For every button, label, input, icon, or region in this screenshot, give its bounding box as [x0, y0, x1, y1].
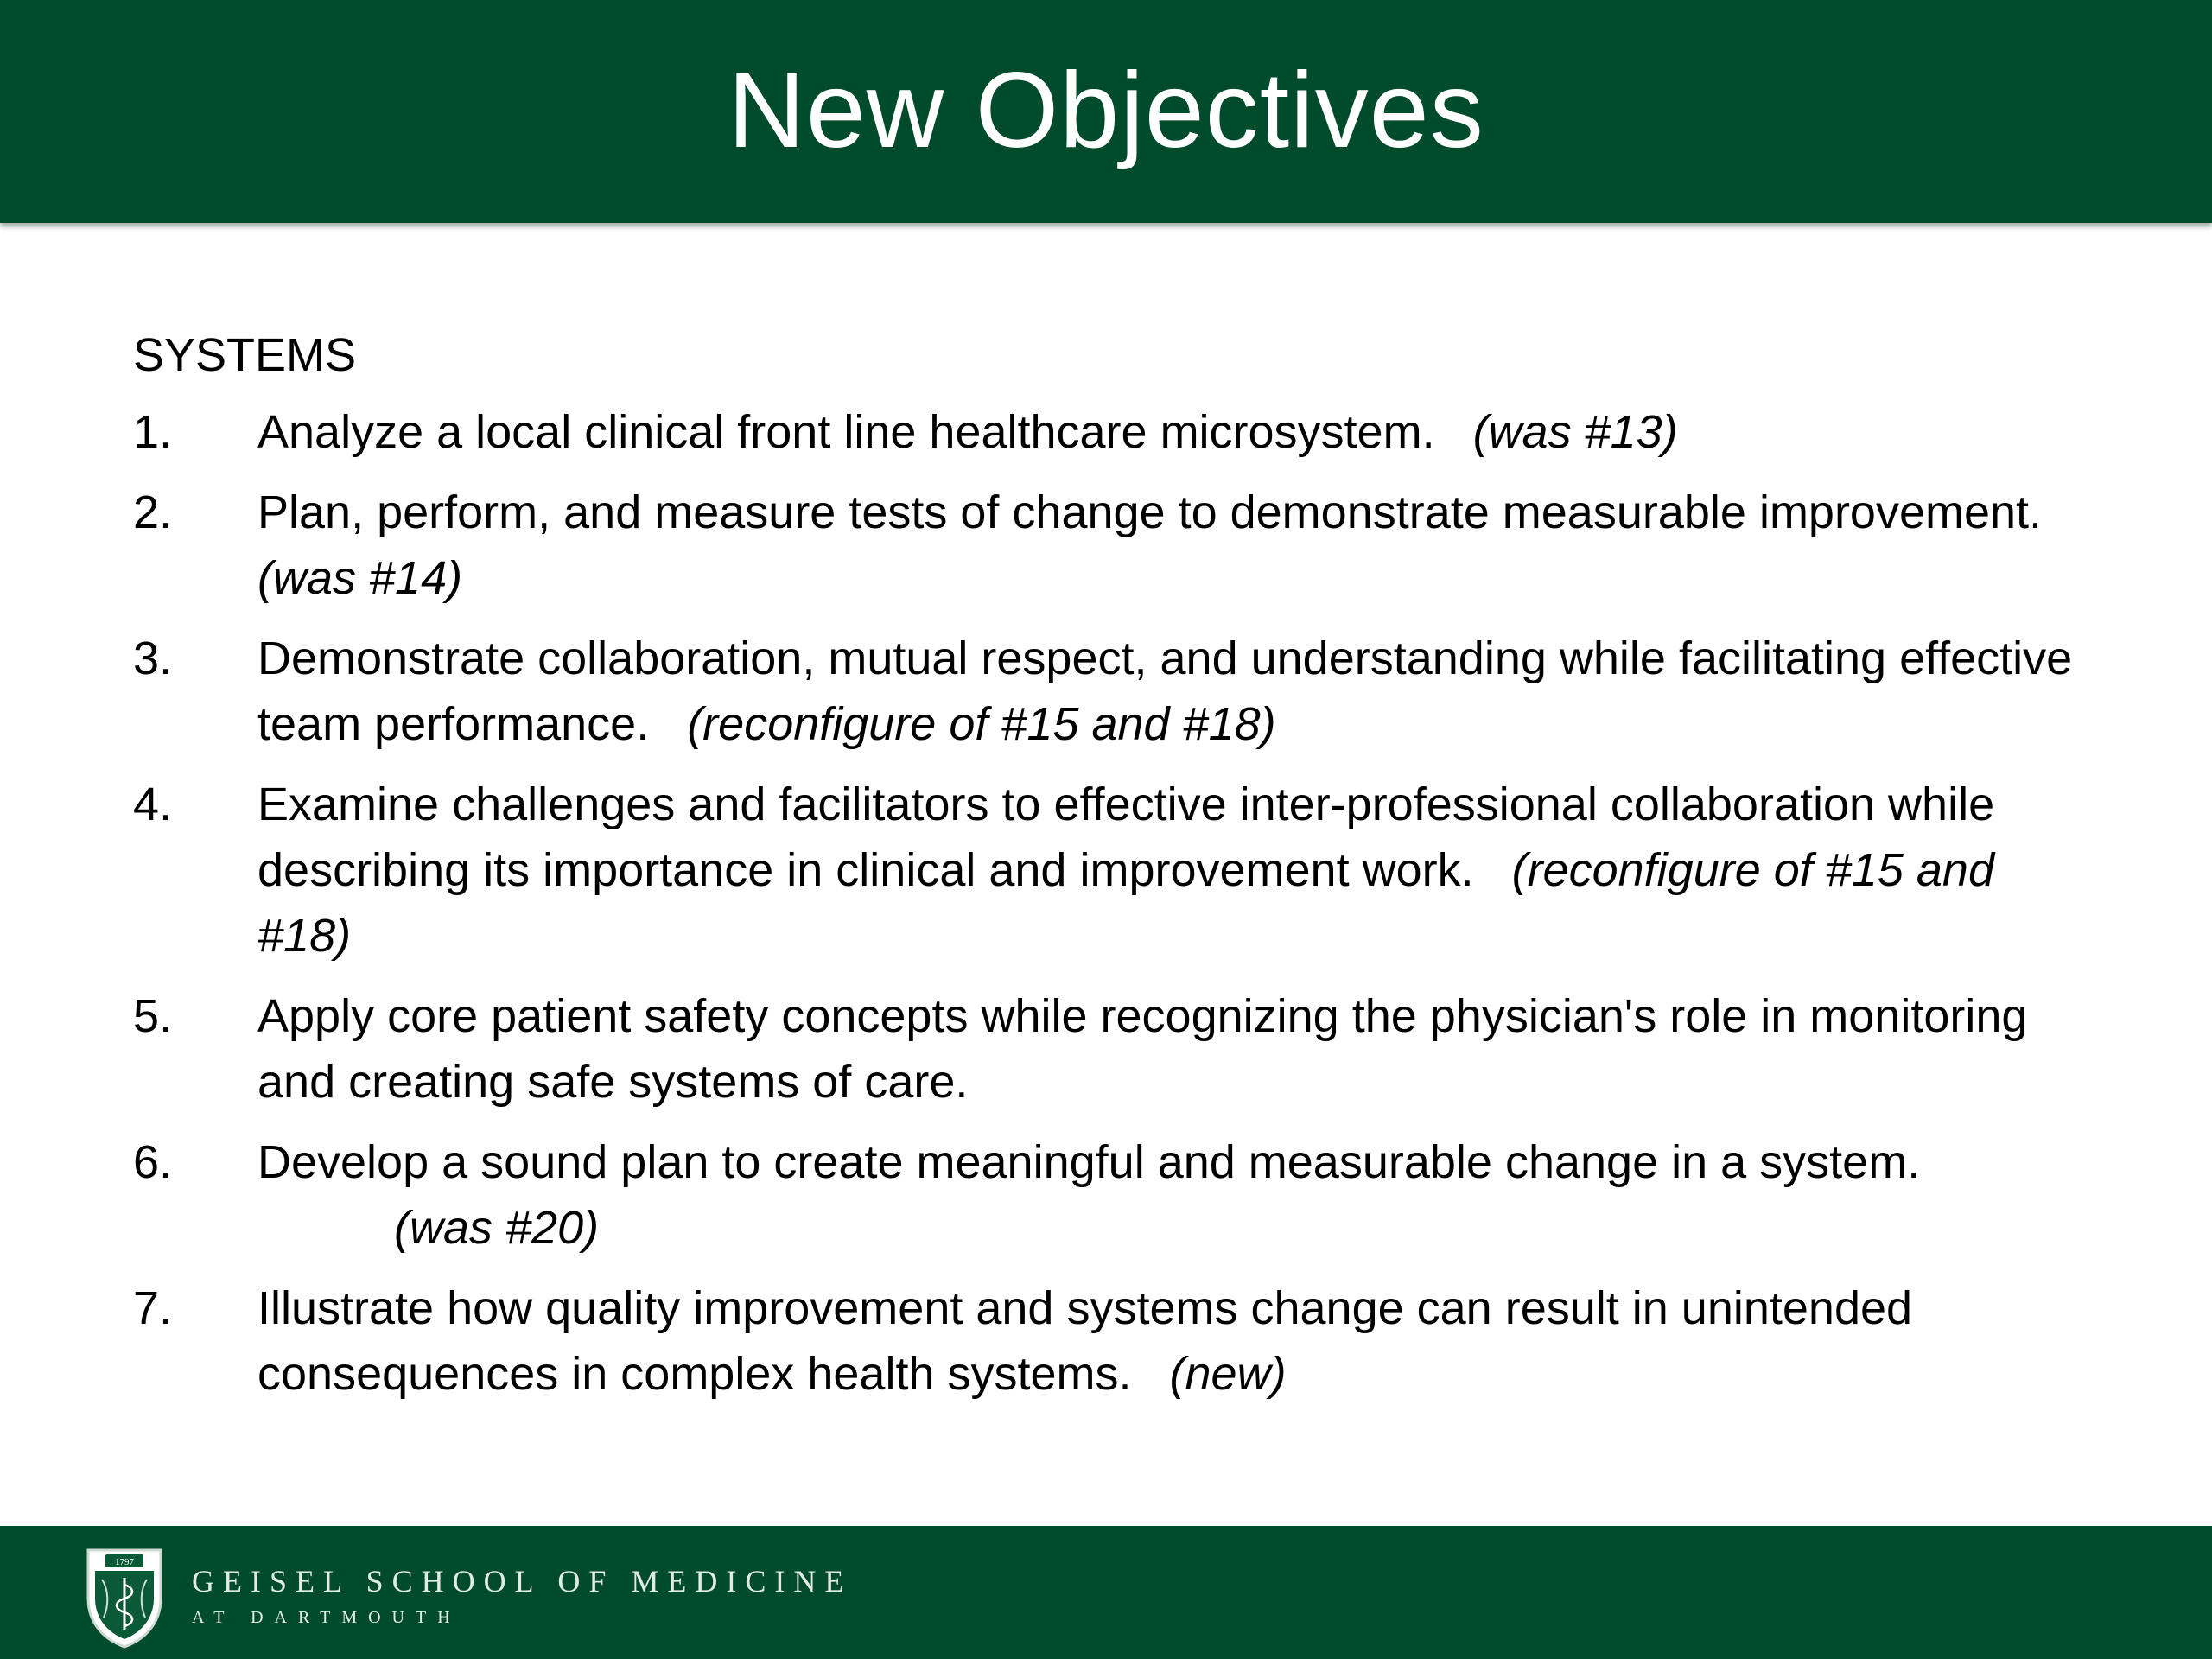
objective-item [133, 626, 2094, 757]
objective-text: Develop a sound plan to create meaningful and measurable change in a system. [257, 1136, 1921, 1188]
objective-note: (was #13) [1472, 406, 1678, 458]
school-name: GEISEL SCHOOL OF MEDICINE [192, 1564, 853, 1599]
objective-text: Examine challenges and facilitators to effective inter-professional collaboration while describing its importance in clinical and improvement work. [257, 779, 1995, 896]
objective-text: Illustrate how quality improvement and systems change can result in unintended consequences in complex health systems. [257, 1282, 1913, 1400]
objective-note: (reconfigure of #15 and #18) [257, 844, 1994, 962]
objective-note: (was #20) [394, 1202, 600, 1254]
objective-item [133, 480, 2094, 611]
objective-text: Demonstrate collaboration, mutual respect, and understanding while facilitating effective team performance. [257, 632, 2073, 750]
slide-header [0, 0, 2212, 223]
slide-title: New Objectives [728, 51, 1484, 170]
objective-number: 5. [133, 990, 173, 1042]
school-subtitle: AT DARTMOUTH [192, 1608, 461, 1627]
slide-content [133, 321, 2094, 1421]
objective-number: 6. [133, 1136, 173, 1188]
objective-number: 7. [133, 1282, 173, 1334]
objective-item [133, 1275, 2094, 1407]
objective-number: 3. [133, 632, 173, 684]
objective-number: 2. [133, 486, 173, 538]
objective-item [133, 772, 2094, 969]
section-heading: SYSTEMS [133, 329, 357, 381]
objective-item [133, 983, 2094, 1115]
geisel-shield-icon [83, 1545, 166, 1650]
objective-number: 1. [133, 406, 173, 458]
objective-note: (was #14) [257, 552, 463, 604]
objective-item [133, 1129, 2094, 1261]
objective-item [133, 399, 2094, 465]
objective-note: (reconfigure of #15 and #18) [687, 698, 1276, 750]
objective-number: 4. [133, 779, 173, 830]
objective-text: Apply core patient safety concepts while recognizing the physician's role in monitoring and creating safe systems of care. [257, 990, 2028, 1108]
objective-text: Analyze a local clinical front line healthcare microsystem. [257, 406, 1435, 458]
slide-footer [0, 1526, 2212, 1659]
shield-year: 1797 [115, 1557, 134, 1567]
objective-text: Plan, perform, and measure tests of change to demonstrate measurable improvement. [257, 486, 2043, 538]
objective-note: (new) [1169, 1348, 1287, 1400]
